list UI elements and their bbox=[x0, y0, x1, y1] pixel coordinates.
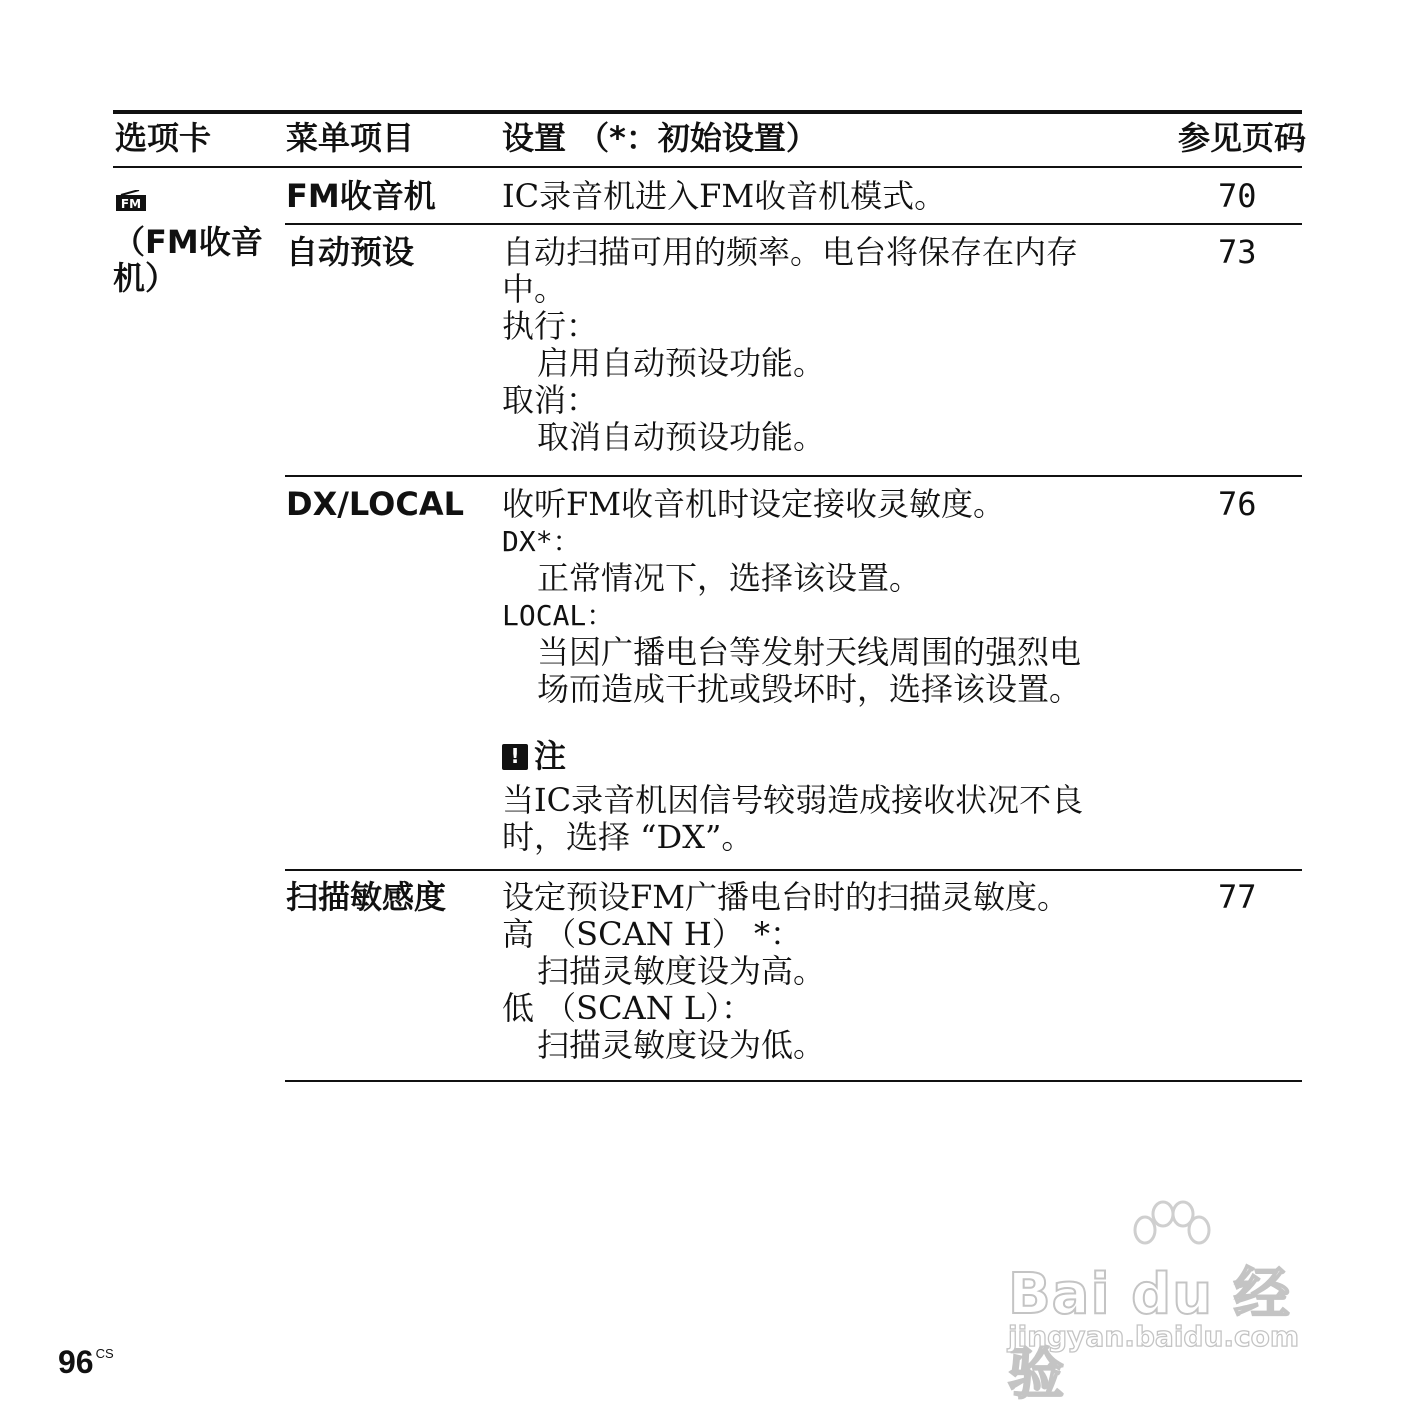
note-line: 时，选择 “DX”。 bbox=[502, 818, 754, 856]
setting-option-desc: 扫描灵敏度设为高。 bbox=[537, 952, 826, 990]
setting-line: 中。 bbox=[502, 270, 567, 308]
menu-item-scan-sensitivity: 扫描敏感度 bbox=[286, 878, 447, 916]
ref-page-fm-radio: 70 bbox=[1218, 177, 1257, 215]
baidu-watermark bbox=[1000, 1200, 1340, 1407]
setting-auto-preset bbox=[502, 234, 1078, 456]
header-setting: 设置 （*：初始设置） bbox=[502, 119, 818, 157]
setting-option-desc: 取消自动预设功能。 bbox=[537, 418, 826, 456]
setting-line: 设定预设FM广播电台时的扫描灵敏度。 bbox=[502, 878, 1069, 916]
setting-option: 取消： bbox=[502, 381, 599, 419]
tab-label bbox=[113, 224, 263, 296]
header-bottom-rule bbox=[113, 166, 1302, 168]
table-top-rule bbox=[113, 110, 1302, 114]
ref-page-scan-sensitivity: 77 bbox=[1218, 878, 1257, 916]
ref-page-auto-preset: 73 bbox=[1218, 233, 1257, 271]
page-number-suffix: CS bbox=[95, 1346, 114, 1361]
setting-option: 执行： bbox=[502, 307, 599, 345]
warning-icon: ! bbox=[502, 744, 528, 770]
setting-dx-local bbox=[502, 486, 1081, 708]
header-ref-page: 参见页码 bbox=[1178, 119, 1307, 157]
menu-item-fm-radio: FM收音机 bbox=[286, 177, 436, 215]
tab-label-line1: （FM收音 bbox=[113, 223, 263, 261]
menu-item-dx-local: DX/LOCAL bbox=[286, 485, 465, 523]
page-number-value: 96 bbox=[58, 1344, 94, 1380]
setting-option-desc: 扫描灵敏度设为低。 bbox=[537, 1026, 826, 1064]
setting-option: 低 （SCAN L）： bbox=[502, 989, 754, 1027]
svg-text:FM: FM bbox=[120, 197, 142, 211]
setting-option-desc: 当因广播电台等发射天线周围的强烈电 bbox=[537, 633, 1082, 671]
note-title: 注 bbox=[534, 737, 567, 775]
header-menu-item: 菜单项目 bbox=[286, 119, 415, 157]
setting-option-desc: 正常情况下，选择该设置。 bbox=[537, 559, 922, 597]
setting-line: 自动扫描可用的频率。电台将保存在内存 bbox=[502, 233, 1079, 271]
setting-line: 收听FM收音机时设定接收灵敏度。 bbox=[502, 485, 1005, 523]
watermark-brand: Bai du 经验 bbox=[1008, 1262, 1291, 1407]
fm-radio-icon bbox=[115, 190, 147, 212]
row-divider bbox=[285, 475, 1302, 477]
row-divider bbox=[285, 223, 1302, 225]
page-number bbox=[58, 1344, 114, 1381]
setting-option: DX*： bbox=[502, 525, 581, 558]
menu-item-auto-preset: 自动预设 bbox=[286, 233, 415, 271]
tab-label-line2: 机） bbox=[113, 259, 178, 297]
setting-line: IC录音机进入FM收音机模式。 bbox=[502, 177, 947, 215]
setting-scan-sensitivity bbox=[502, 879, 1069, 1064]
setting-fm-radio bbox=[502, 178, 946, 215]
watermark-url: jingyan.baidu.com bbox=[1008, 1320, 1300, 1353]
header-tab: 选项卡 bbox=[115, 119, 212, 157]
setting-option: LOCAL： bbox=[502, 599, 615, 632]
setting-option-desc: 场而造成干扰或毁坏时，选择该设置。 bbox=[537, 670, 1082, 708]
note-line: 当IC录音机因信号较弱造成接收状况不良 bbox=[502, 781, 1084, 819]
ref-page-dx-local: 76 bbox=[1218, 485, 1257, 523]
note-heading bbox=[502, 738, 566, 775]
table-bottom-rule bbox=[285, 1080, 1302, 1082]
note-body bbox=[502, 782, 1083, 856]
row-divider bbox=[285, 869, 1302, 871]
setting-option-desc: 启用自动预设功能。 bbox=[537, 344, 826, 382]
setting-option: 高 （SCAN H） *： bbox=[502, 915, 802, 953]
